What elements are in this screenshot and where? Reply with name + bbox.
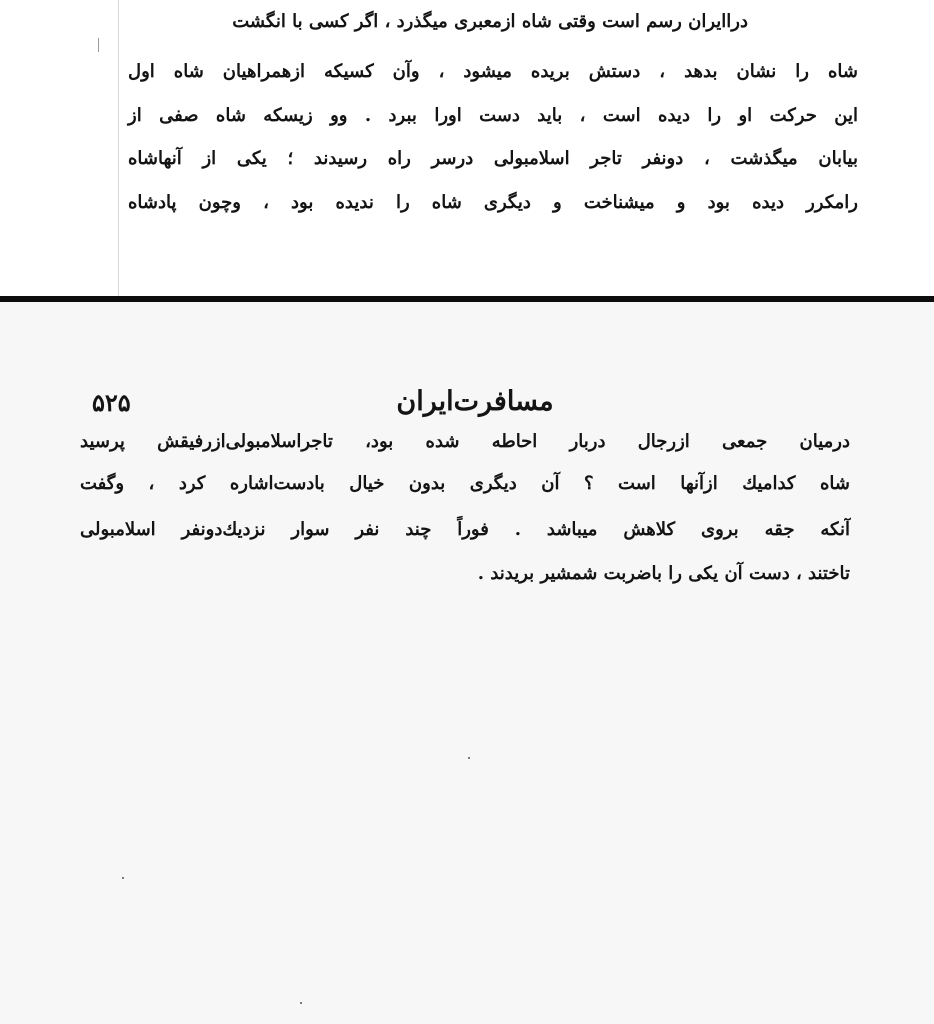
bottom-line-2: شاه کدامیك ازآنها است ؟ آن دیگری بدون خیال بادست‌اشاره کرد ، وگفت — [80, 473, 850, 494]
top-line-1: دراایران رسم است وقتی شاه ازمعبری میگذرد ، اگر کسی با انگشت — [232, 11, 748, 32]
bottom-page — [0, 302, 934, 1024]
top-line-3: این حرکت او را دیده است ، باید دست اورا ببرد . وو زیسکه شاه صفی از — [128, 105, 858, 126]
scan-speck — [468, 757, 470, 759]
top-line-2: شاه را نشان بدهد ، دستش بریده میشود ، وآن کسیکه ازهمراهیان شاه اول — [128, 61, 858, 82]
running-header-title: مسافرت‌ایران — [396, 386, 554, 417]
scan-speck — [122, 877, 124, 879]
bottom-line-4: تاختند ، دست آن یکی را باضربت شمشیر بریدند . — [477, 563, 850, 584]
top-line-5: رامکرر دیده بود و میشناخت و دیگری شاه را ندیده بود ، وچون پادشاه — [128, 192, 858, 213]
top-line-4: بیابان میگذشت ، دونفر تاجر اسلامبولی درسر راه رسیدند ؛ یکی از آنهاشاه — [128, 148, 858, 169]
scan-speck — [300, 1002, 302, 1004]
bottom-line-1: درمیان جمعی ازرجال دربار احاطه شده بود، تاجراسلامبولی‌ازرفیقش پرسید — [80, 431, 850, 452]
scan-artifact — [98, 38, 99, 52]
bottom-line-3: آنکه جقه بروی کلاهش میباشد . فوراً چند نفر سوار نزدیك‌دونفر اسلامبولی — [80, 519, 850, 540]
page-margin-line — [118, 0, 119, 296]
top-page-fragment — [0, 0, 934, 296]
page-number: ۵۲۵ — [92, 388, 131, 417]
